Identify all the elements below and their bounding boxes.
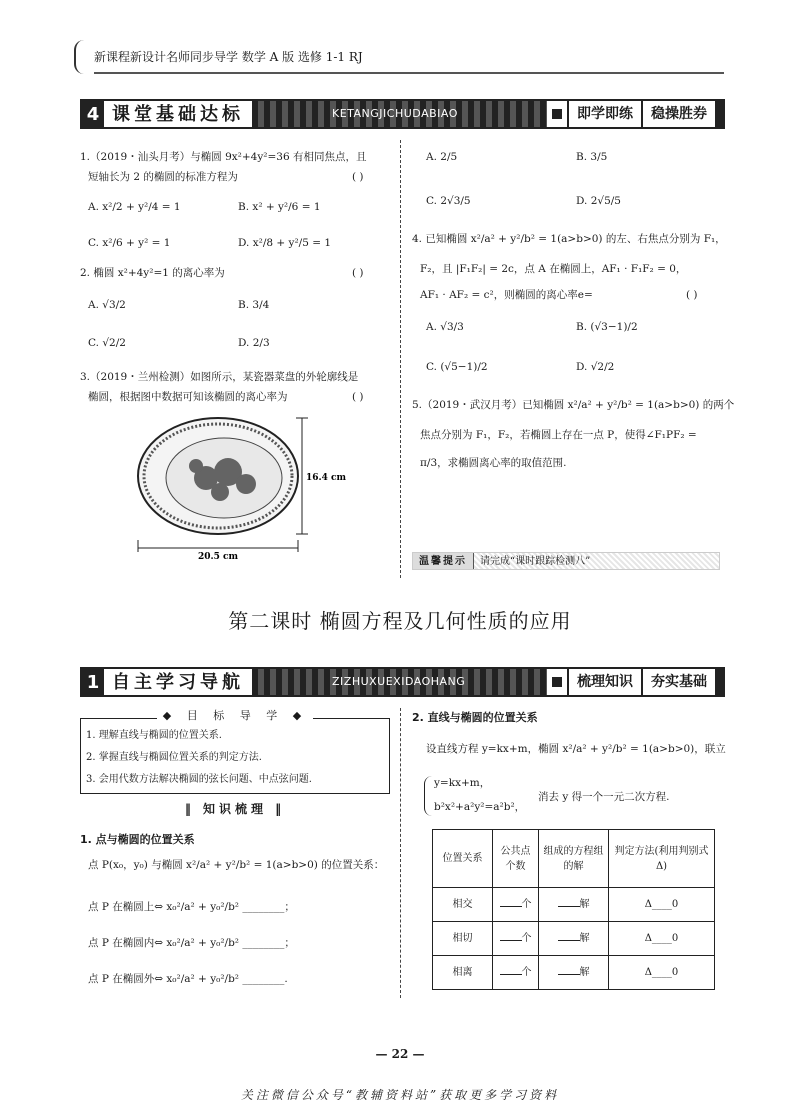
knowledge-heading: ‖ 知识梳理 ‖ — [184, 802, 286, 816]
table-row — [433, 956, 715, 990]
section-pinyin: KETANGJICHUDABIAO — [252, 101, 547, 127]
line-relation-intro: 设直线方程 y=kx+m，椭圆 x²/a² + y²/b² = 1(a>b>0)，联立 — [426, 743, 726, 755]
footer-note: 关注微信公众号“教辅资料站”获取更多学习资料 — [240, 1088, 560, 1102]
section-tag-1: 梳理知识 — [567, 669, 641, 695]
q1-stem: 1.（2019・汕头月考）与椭圆 9x²+4y²=36 有相同焦点，且 — [80, 151, 367, 163]
section-tag-2: 稳操胜券 — [641, 101, 715, 127]
plate-figure — [136, 412, 376, 562]
q1-option-b: B. x² + y²/6 = 1 — [238, 201, 321, 213]
system-eq-1: y=kx+m， — [434, 777, 491, 789]
bar-end-block — [715, 101, 723, 127]
q1-option-a: A. x²/2 + y²/4 = 1 — [88, 201, 181, 213]
point-in-ellipse: 点 P 在椭圆内⇔ x₀²/a² + y₀²/b² ________； — [88, 937, 295, 949]
q1-stem-2: 短轴长为 2 的椭圆的标准方程为 — [88, 171, 238, 183]
q4-answer-blank: ( ) — [686, 289, 698, 301]
q2-option-d: D. 2/3 — [238, 337, 270, 349]
point-relation-intro: 点 P(x₀，y₀) 与椭圆 x²/a² + y²/b² = 1(a>b>0) 的位置关系： — [88, 859, 385, 871]
q3-option-a: A. 2/5 — [426, 151, 458, 163]
q2-option-b: B. 3/4 — [238, 299, 270, 311]
running-header: 新课程新设计名师同步导学 数学 A 版 选修 1-1 RJ — [94, 50, 363, 64]
q4-line-2: F₂，且 |F₁F₂| = 2c，点 A 在椭圆上，AF₁ · F₁F₂ = 0， — [420, 263, 687, 275]
table-row — [433, 888, 715, 922]
table-cell: 相离 — [433, 956, 493, 990]
lesson-title: 第二课时 椭圆方程及几何性质的应用 — [228, 609, 572, 633]
table-cell: 相交 — [433, 888, 493, 922]
bar-end-block — [715, 669, 723, 695]
system-eq-2: b²x²+a²y²=a²b²， — [434, 801, 526, 813]
goal-item: 3. 会用代数方法解决椭圆的弦长问题、中点弦问题. — [86, 774, 312, 785]
q4-line-1: 4. 已知椭圆 x²/a² + y²/b² = 1(a>b>0) 的左、右焦点分别为 F₁， — [412, 233, 726, 245]
section-tag-2: 夯实基础 — [641, 669, 715, 695]
q2-option-a: A. √3/2 — [88, 299, 126, 311]
line-relation-heading: 2. 直线与椭圆的位置关系 — [412, 711, 538, 724]
q2-stem: 2. 椭圆 x²+4y²=1 的离心率为 — [80, 267, 225, 279]
page-number: — 22 — — [375, 1047, 425, 1061]
section-number: 1 — [82, 669, 104, 695]
section-number: 4 — [82, 101, 104, 127]
q4-option-b: B. (√3−1)/2 — [576, 321, 638, 333]
header-rule — [94, 72, 724, 74]
goal-item: 2. 掌握直线与椭圆位置关系的判定方法. — [86, 752, 262, 763]
goal-item: 1. 理解直线与椭圆的位置关系. — [86, 730, 222, 741]
q3-stem: 3.（2019・兰州检测）如图所示，某瓷器菜盘的外轮廓线是 — [80, 371, 359, 383]
q3-option-c: C. 2√3/5 — [426, 195, 471, 207]
table-header-row — [433, 830, 715, 888]
table-cell: Δ____0 — [609, 956, 715, 990]
square-icon — [547, 101, 567, 127]
plate-width-label: 20.5 cm — [198, 552, 239, 562]
point-out-ellipse: 点 P 在椭圆外⇔ x₀²/a² + y₀²/b² ________. — [88, 973, 288, 985]
goals-title: ◆ 目 标 导 学 ◆ — [80, 708, 390, 725]
section-title: 课堂基础达标 — [112, 103, 244, 125]
q5-line-3: π/3，求椭圆离心率的取值范围. — [420, 457, 567, 469]
q3-option-d: D. 2√5/5 — [576, 195, 621, 207]
q3-answer-blank: ( ) — [352, 391, 364, 403]
q5-line-1: 5.（2019・武汉月考）已知椭圆 x²/a² + y²/b² = 1(a>b>0) 的两个 — [412, 399, 735, 411]
system-brace — [424, 776, 434, 816]
table-cell: 个 — [493, 956, 539, 990]
table-cell: 解 — [539, 922, 609, 956]
q2-option-c: C. √2/2 — [88, 337, 126, 349]
section-tag-1: 即学即练 — [567, 101, 641, 127]
table-header: 判定方法(利用判别式 Δ) — [609, 830, 715, 888]
relation-table — [432, 829, 715, 990]
reminder-banner — [412, 552, 720, 570]
q4-option-d: D. √2/2 — [576, 361, 615, 373]
column-divider — [400, 140, 401, 578]
q4-option-a: A. √3/3 — [426, 321, 464, 333]
table-cell: 解 — [539, 956, 609, 990]
table-cell: Δ____0 — [609, 922, 715, 956]
margin-bracket — [74, 40, 88, 74]
table-cell: 个 — [493, 922, 539, 956]
table-cell: Δ____0 — [609, 888, 715, 922]
q3-option-b: B. 3/5 — [576, 151, 608, 163]
table-cell: 个 — [493, 888, 539, 922]
q3-stem-2: 椭圆，根据图中数据可知该椭圆的离心率为 — [88, 391, 288, 403]
q4-option-c: C. (√5−1)/2 — [426, 361, 488, 373]
square-icon — [547, 669, 567, 695]
section-pinyin: ZIZHUXUEXIDAOHANG — [252, 669, 547, 695]
table-row — [433, 922, 715, 956]
q1-option-c: C. x²/6 + y² = 1 — [88, 237, 171, 249]
table-header: 公共点个数 — [493, 830, 539, 888]
reminder-text: 请完成“课时跟踪检测八” — [480, 555, 591, 567]
table-header: 位置关系 — [433, 830, 493, 888]
point-on-ellipse: 点 P 在椭圆上⇔ x₀²/a² + y₀²/b² ________； — [88, 901, 295, 913]
q1-option-d: D. x²/8 + y²/5 = 1 — [238, 237, 332, 249]
q5-line-2: 焦点分别为 F₁，F₂，若椭圆上存在一点 P，使得∠F₁PF₂ = — [420, 429, 697, 441]
section-title: 自主学习导航 — [112, 671, 244, 693]
table-cell: 解 — [539, 888, 609, 922]
plate-height-label: 16.4 cm — [306, 473, 347, 483]
q4-line-3: AF₁ · AF₂ = c²，则椭圆的离心率e= — [420, 289, 593, 301]
section-bar-self-study — [80, 667, 725, 697]
q2-answer-blank: ( ) — [352, 267, 364, 279]
eliminate-text: 消去 y 得一个一元二次方程. — [538, 791, 670, 803]
table-header: 组成的方程组的解 — [539, 830, 609, 888]
reminder-label: 温馨提示 — [413, 553, 474, 569]
column-divider — [400, 708, 401, 998]
q1-answer-blank: ( ) — [352, 171, 364, 183]
section-bar-classroom — [80, 99, 725, 129]
table-cell: 相切 — [433, 922, 493, 956]
point-relation-heading: 1. 点与椭圆的位置关系 — [80, 833, 195, 846]
